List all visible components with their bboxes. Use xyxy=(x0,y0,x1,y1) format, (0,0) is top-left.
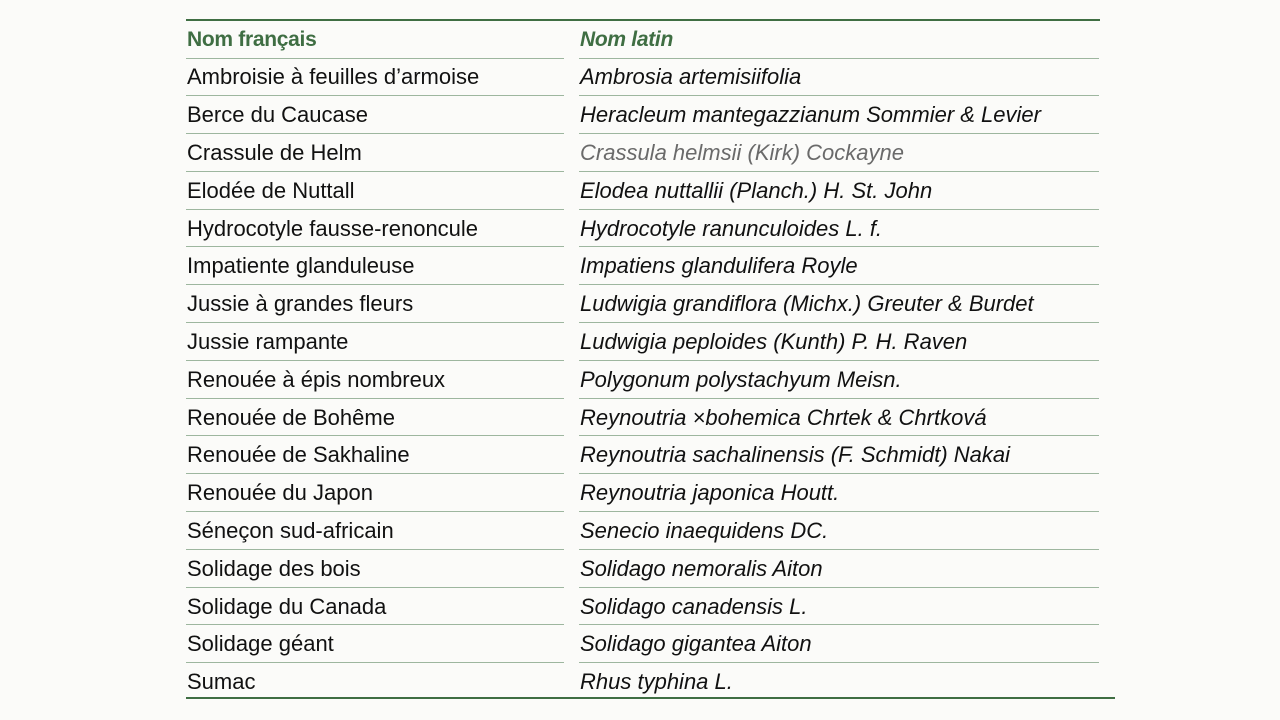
table-row xyxy=(186,210,1100,248)
header-french-name-label: Nom français xyxy=(187,27,317,51)
french-name: Elodée de Nuttall xyxy=(187,177,355,203)
french-name-cell xyxy=(186,399,564,437)
table-row xyxy=(186,323,1100,361)
table-body xyxy=(186,59,1100,702)
table-row xyxy=(186,474,1100,512)
latin-name-cell xyxy=(579,550,1099,588)
table-row xyxy=(186,588,1100,626)
french-name-cell xyxy=(186,210,564,248)
french-name: Solidage du Canada xyxy=(187,593,387,619)
french-name: Impatiente glanduleuse xyxy=(187,253,415,279)
french-name: Ambroisie à feuilles d’armoise xyxy=(187,64,480,90)
french-name-cell xyxy=(186,172,564,210)
species-table xyxy=(186,19,1100,701)
latin-name: Ludwigia peploides (Kunth) P. H. Raven xyxy=(580,328,968,354)
latin-name: Elodea nuttallii (Planch.) H. St. John xyxy=(580,177,933,203)
latin-name: Solidago gigantea Aiton xyxy=(580,631,812,657)
latin-name-cell xyxy=(579,96,1099,134)
table-row xyxy=(186,59,1100,97)
latin-name-cell xyxy=(579,474,1099,512)
latin-name: Impatiens glandulifera Royle xyxy=(580,253,858,279)
latin-name-cell xyxy=(579,172,1099,210)
french-name: Renouée de Bohême xyxy=(187,404,395,430)
latin-name: Reynoutria sachalinensis (F. Schmidt) Nakai xyxy=(580,442,1010,468)
header-latin-name xyxy=(579,21,1099,59)
table-header-row xyxy=(186,21,1100,59)
french-name: Renouée à épis nombreux xyxy=(187,366,446,392)
french-name-cell xyxy=(186,436,564,474)
french-name-cell xyxy=(186,588,564,626)
table-row xyxy=(186,625,1100,663)
table-row xyxy=(186,361,1100,399)
latin-name-cell xyxy=(579,436,1099,474)
latin-name-cell xyxy=(579,399,1099,437)
table-row xyxy=(186,247,1100,285)
header-latin-name-label: Nom latin xyxy=(580,27,673,51)
french-name-cell xyxy=(186,663,564,701)
latin-name-cell xyxy=(579,588,1099,626)
latin-name-cell xyxy=(579,512,1099,550)
latin-name: Solidago canadensis L. xyxy=(580,593,808,619)
latin-name: Heracleum mantegazzianum Sommier & Levier xyxy=(580,102,1041,128)
french-name: Hydrocotyle fausse-renoncule xyxy=(187,215,479,241)
header-french-name xyxy=(186,21,564,59)
french-name-cell xyxy=(186,134,564,172)
latin-name-cell xyxy=(579,361,1099,399)
latin-name-cell xyxy=(579,625,1099,663)
latin-name: Reynoutria ×bohemica Chrtek & Chrtková xyxy=(580,404,987,430)
table-row xyxy=(186,134,1100,172)
table-row xyxy=(186,512,1100,550)
table-row xyxy=(186,172,1100,210)
french-name: Renouée du Japon xyxy=(187,480,373,506)
latin-name-cell xyxy=(579,323,1099,361)
french-name: Solidage géant xyxy=(187,631,334,657)
french-name-cell xyxy=(186,474,564,512)
french-name-cell xyxy=(186,323,564,361)
latin-name: Rhus typhina L. xyxy=(580,669,733,695)
latin-name: Polygonum polystachyum Meisn. xyxy=(580,366,902,392)
french-name: Crassule de Helm xyxy=(187,139,362,165)
table-row xyxy=(186,96,1100,134)
latin-name-cell xyxy=(579,663,1099,701)
latin-name-cell xyxy=(579,247,1099,285)
table-row xyxy=(186,550,1100,588)
table-row xyxy=(186,285,1100,323)
table-row xyxy=(186,436,1100,474)
table-row xyxy=(186,399,1100,437)
table-row xyxy=(186,663,1100,701)
latin-name: Solidago nemoralis Aiton xyxy=(580,555,823,581)
latin-name-cell xyxy=(579,285,1099,323)
latin-name: Reynoutria japonica Houtt. xyxy=(580,480,840,506)
latin-name: Hydrocotyle ranunculoides L. f. xyxy=(580,215,883,241)
latin-name-cell xyxy=(579,59,1099,97)
french-name-cell xyxy=(186,96,564,134)
french-name-cell xyxy=(186,625,564,663)
french-name-cell xyxy=(186,285,564,323)
french-name: Jussie à grandes fleurs xyxy=(187,291,414,317)
french-name: Jussie rampante xyxy=(187,328,349,354)
french-name-cell xyxy=(186,59,564,97)
french-name-cell xyxy=(186,361,564,399)
latin-name: Senecio inaequidens DC. xyxy=(580,517,829,543)
french-name-cell xyxy=(186,247,564,285)
latin-name-cell xyxy=(579,134,1099,172)
latin-name-cell xyxy=(579,210,1099,248)
french-name: Renouée de Sakhaline xyxy=(187,442,410,468)
table-bottom-rule xyxy=(186,697,1115,699)
latin-name: Crassula helmsii (Kirk) Cockayne xyxy=(580,139,904,165)
latin-name: Ambrosia artemisiifolia xyxy=(580,64,802,90)
french-name: Berce du Caucase xyxy=(187,102,368,128)
latin-name: Ludwigia grandiflora (Michx.) Greuter & Burdet xyxy=(580,291,1034,317)
french-name: Séneçon sud-africain xyxy=(187,517,394,543)
french-name: Sumac xyxy=(187,669,256,695)
french-name-cell xyxy=(186,550,564,588)
french-name: Solidage des bois xyxy=(187,555,361,581)
french-name-cell xyxy=(186,512,564,550)
